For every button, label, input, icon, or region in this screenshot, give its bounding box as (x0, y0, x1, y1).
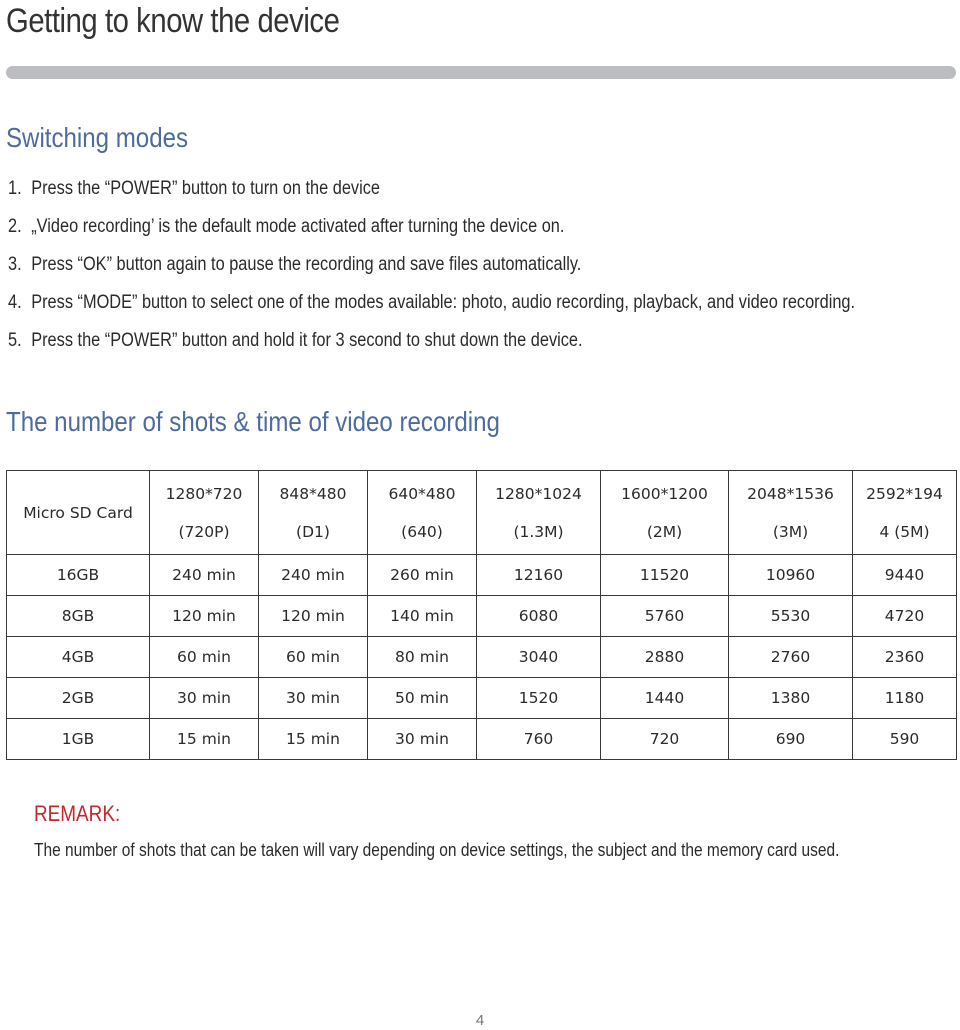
section-heading-shots-and-time: The number of shots & time of video recording (6, 406, 500, 437)
page-number: 4 (475, 1012, 485, 1029)
switching-modes-steps (8, 176, 960, 366)
table-cell: 30 min (259, 678, 368, 719)
table-cell: 2360 (853, 637, 957, 678)
resolution-label: (720P) (178, 522, 230, 541)
table-row (7, 596, 957, 637)
step-item (8, 214, 855, 252)
remark-label: REMARK: (34, 801, 121, 826)
resolution-size: 2048*1536 (747, 484, 834, 503)
card-size-cell: 2GB (7, 678, 150, 719)
resolution-label: 4 (5M) (879, 522, 930, 541)
step-item (8, 290, 855, 328)
step-text: Press “OK” button again to pause the recording and save files automatically. (31, 254, 582, 275)
table-cell: 30 min (368, 719, 477, 760)
step-number: 5. (8, 330, 22, 351)
remark-text: The number of shots that can be taken will vary depending on device settings, the subject and the memory card used. (34, 840, 840, 860)
resolution-header-cell (150, 471, 259, 555)
table-cell: 240 min (259, 555, 368, 596)
table-cell: 120 min (259, 596, 368, 637)
step-item (8, 176, 855, 214)
resolution-label: (3M) (772, 522, 809, 541)
table-cell: 50 min (368, 678, 477, 719)
step-text: Press the “POWER” button to turn on the device (31, 178, 380, 199)
resolution-label: (1.3M) (513, 522, 564, 541)
step-item (8, 328, 855, 366)
resolution-size: 1280*720 (165, 484, 243, 503)
table-cell: 60 min (150, 637, 259, 678)
table-cell: 2760 (729, 637, 853, 678)
resolution-label: (D1) (296, 522, 330, 541)
table-cell: 260 min (368, 555, 477, 596)
resolution-header-cell (368, 471, 477, 555)
card-size-cell: 16GB (7, 555, 150, 596)
table-cell: 720 (601, 719, 729, 760)
step-number: 4. (8, 292, 22, 313)
resolution-size: 1280*1024 (495, 484, 582, 503)
table-cell: 30 min (150, 678, 259, 719)
resolution-label: (640) (401, 522, 443, 541)
card-size-cell: 1GB (7, 719, 150, 760)
table-cell: 690 (729, 719, 853, 760)
step-number: 1. (8, 178, 22, 199)
section-heading-switching-modes: Switching modes (6, 122, 189, 153)
table-cell: 6080 (477, 596, 601, 637)
resolution-header-cell (259, 471, 368, 555)
resolution-header-cell (601, 471, 729, 555)
resolution-header-cell (477, 471, 601, 555)
corner-header-cell: Micro SD Card (7, 471, 150, 555)
resolution-header-cell (729, 471, 853, 555)
table-cell: 3040 (477, 637, 601, 678)
step-number: 2. (8, 216, 22, 237)
table-header-row (7, 471, 957, 555)
resolution-size: 848*480 (279, 484, 347, 503)
step-number: 3. (8, 254, 22, 275)
table-cell: 1440 (601, 678, 729, 719)
table-row (7, 719, 957, 760)
card-size-cell: 8GB (7, 596, 150, 637)
resolution-header-cell (853, 471, 957, 555)
resolution-label: (2M) (646, 522, 683, 541)
step-item (8, 252, 855, 290)
table-cell: 5530 (729, 596, 853, 637)
step-text: Press the “POWER” button and hold it for 3 second to shut down the device. (31, 330, 583, 351)
resolution-size: 1600*1200 (621, 484, 708, 503)
table-row (7, 637, 957, 678)
table-cell: 1520 (477, 678, 601, 719)
table-cell: 760 (477, 719, 601, 760)
table-cell: 15 min (259, 719, 368, 760)
table-cell: 4720 (853, 596, 957, 637)
table-cell: 15 min (150, 719, 259, 760)
card-size-cell: 4GB (7, 637, 150, 678)
table-row (7, 678, 957, 719)
title-divider (6, 66, 956, 79)
table-row (7, 555, 957, 596)
table-cell: 11520 (601, 555, 729, 596)
step-text: Press “MODE” button to select one of the modes available: photo, audio recording, playback, and video recording. (31, 292, 856, 313)
table-cell: 240 min (150, 555, 259, 596)
page-title: Getting to know the device (6, 2, 340, 40)
table-cell: 9440 (853, 555, 957, 596)
resolution-size: 2592*194 (866, 484, 943, 503)
resolution-size: 640*480 (388, 484, 456, 503)
table-cell: 1180 (853, 678, 957, 719)
table-cell: 140 min (368, 596, 477, 637)
table-cell: 10960 (729, 555, 853, 596)
table-cell: 120 min (150, 596, 259, 637)
step-text: „Video recording’ is the default mode activated after turning the device on. (31, 216, 565, 237)
table-cell: 590 (853, 719, 957, 760)
table-cell: 1380 (729, 678, 853, 719)
table-cell: 60 min (259, 637, 368, 678)
shots-time-table (6, 470, 957, 760)
table-cell: 2880 (601, 637, 729, 678)
table-cell: 80 min (368, 637, 477, 678)
table-cell: 12160 (477, 555, 601, 596)
table-cell: 5760 (601, 596, 729, 637)
